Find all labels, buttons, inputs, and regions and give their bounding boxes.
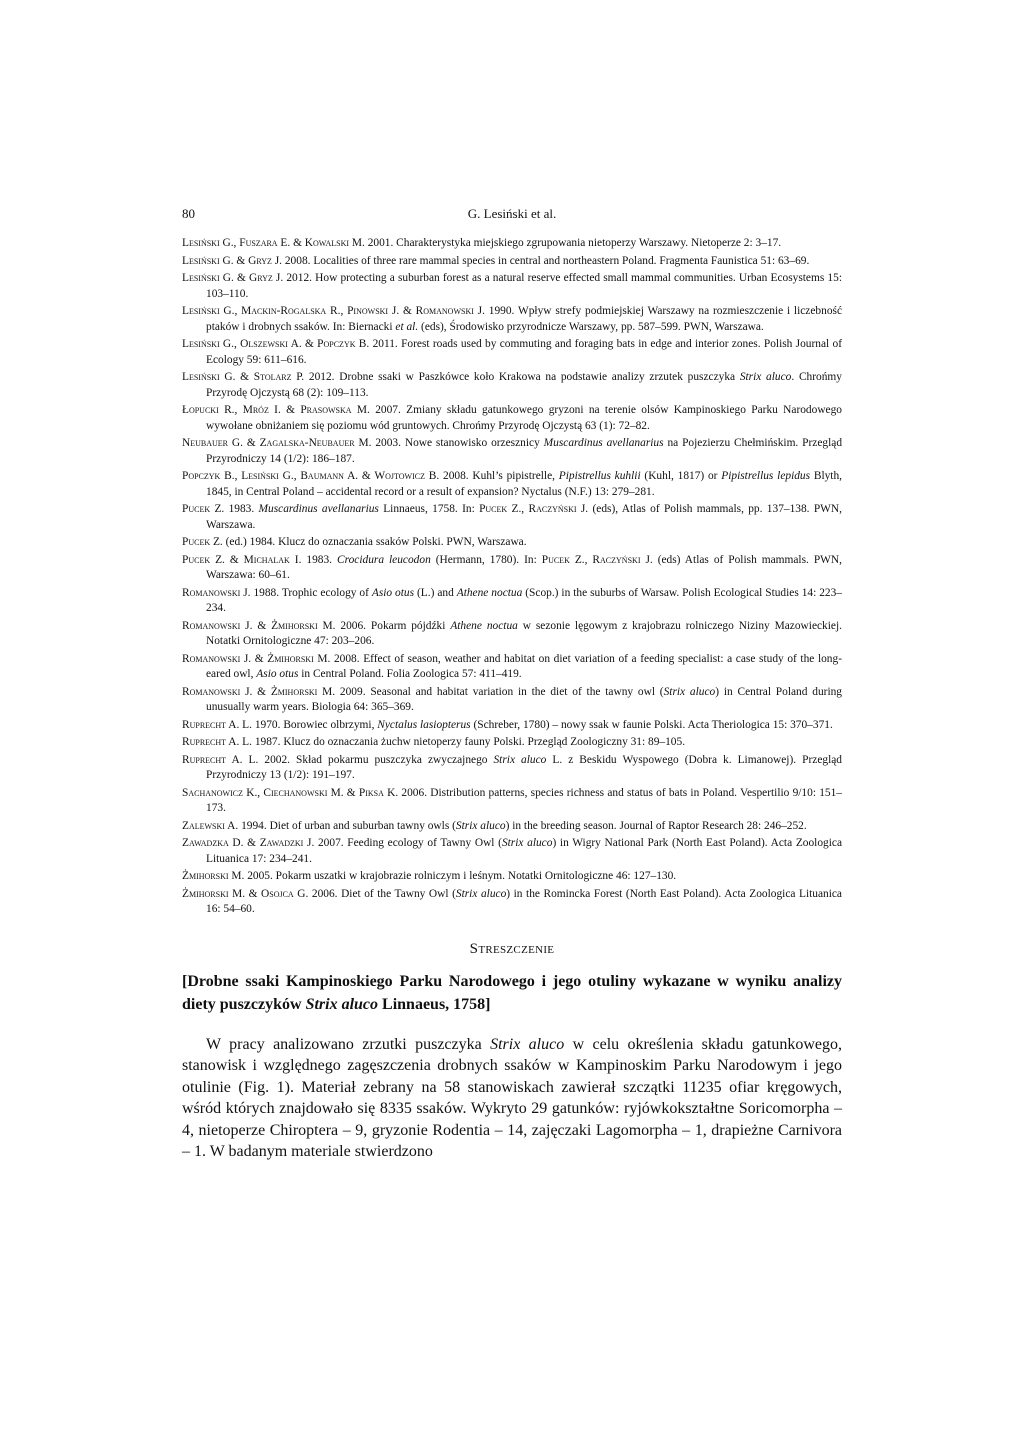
summary-body [182,1034,842,1164]
text-run: (Schreber, 1780) – nowy ssak w faunie Polski. Acta Theriologica 15: 370–371. [470,718,833,731]
italic-text: Asio otus [256,668,299,680]
text-run: ) in Wigry National Park (North East Poland). Acta Zoologica Lituanica 17: 234–241. [206,837,842,865]
text-run: Blyth, 1845, in Central Poland – accidental record or a result of expansion? Nyctalus (N.F.) 13: 279–281. [206,470,843,498]
text-run: 2012. How protecting a suburban forest as a natural reserve effected small mammal communities. Urban Ecosystems 15: 103–110. [206,272,842,300]
text-run: (L.) and [414,586,457,599]
italic-text: Crocidura leucodon [337,553,431,566]
text-run: 2006. Pokarm pójdźki [335,619,451,632]
text-run: 1987. Klucz do oznaczania żuchw nietoperzy fauny Polski. Przegląd Zoologiczny 31: 89–105. [252,736,686,748]
text-run: 2005. Pokarm uszatki w krajobrazie rolniczym i leśnym. Notatki Ornitologiczne 46: 127–130. [244,870,677,882]
text-run: Linnaeus, 1758] [378,995,491,1013]
ref-authors: Lesiński G. & Gryz J. [182,254,283,267]
text-run: W pracy analizowano zrzutki puszczyka [206,1035,491,1053]
italic-text: Strix aluco [305,995,379,1013]
text-run: 2007. Feeding ecology of Tawny Owl ( [314,837,502,849]
text-run: 2002. Skład pokarmu puszczyka zwyczajnego [258,753,494,766]
italic-text: Pipistrellus kuhlii [558,470,641,482]
text-run: 1970. Borowiec olbrzymi, [252,718,378,731]
text-run: ) in the Romincka Forest (North East Poland). Acta Zoologica Lituanica 16: 54–60. [206,887,842,915]
ref-authors: Romanowski J. & Żmihorski M. [182,685,336,698]
page-number: 80 [182,206,195,221]
reference-entry [182,685,842,716]
italic-text: Strix aluco [663,685,716,698]
text-run: 2007. Zmiany składu gatunkowego gryzoni na terenie olsów Kampinoskiego Parku Narodowego wywołane obniżaniem się poziomu wód gruntowych. Chrońmy Przyrodę Ojczystą 63 (1): 72–82. [206,404,842,432]
text-run: [Drobne ssaki Kampinoskiego Parku Narodowego i jego otuliny wykazane w wyniku analizy diety puszczyków [182,972,842,1013]
summary-heading: Streszczenie [469,940,555,957]
text-run: (Scop.) in the suburbs of Warsaw. Polish Ecological Studies 14: 223–234. [206,586,843,614]
reference-entry [182,254,842,270]
reference-entry [182,718,842,734]
reference-entry [182,786,842,817]
italic-text: Athene noctua [456,586,523,599]
text-run: 2008. Localities of three rare mammal species in central and northeastern Poland. Fragmenta Faunistica 51: 63–69. [282,254,810,267]
ref-authors: Pucek Z., Raczyński J. [479,503,589,515]
ref-authors: Romanowski J. & Żmihorski M. [182,619,336,632]
ref-authors: Zawadzka D. & Zawadzki J. [182,837,315,849]
italic-text: Muscardinus avellanarius [258,503,379,515]
text-run: (eds), Atlas of Polish mammals, pp. 137–138. PWN, Warszawa. [206,503,843,531]
ref-authors: Zalewski A. [182,819,239,832]
reference-entry [182,236,842,252]
italic-text: Pipistrellus lepidus [721,470,811,482]
reference-entry [182,535,842,551]
reference-list [182,236,842,918]
text-run: 2012. Drobne ssaki w Paszkówce koło Krakowa na podstawie analizy zrzutek puszczyka [304,371,740,383]
running-head: G. Lesiński et al. [467,206,557,221]
text-run: 1988. Trophic ecology of [250,586,372,599]
ref-authors: Żmihorski M. & Osojca G. [182,887,309,900]
page [182,206,842,1163]
text-run: 2006. Distribution patterns, species richness and status of bats in Poland. Vespertilio 9/10: 151–173. [206,786,842,814]
text-run: (Hermann, 1780). In: [430,553,542,566]
text-run: in Central Poland. Folia Zoologica 57: 411–419. [298,668,522,680]
text-run: ) in the breeding season. Journal of Raptor Research 28: 246–252. [505,819,807,832]
ref-authors: Lesiński G., Mackin-Rogalska R., Pinowski J. & Romanowski J. [182,305,485,317]
text-run: w celu określenia składu gatunkowego, stanowisk i względnego zagęszczenia drobnych ssaków w Kampinoskim Parku Narodowym i jego otulinie (Fig. 1). Materiał zebrany na 58 stanowiskach zawierał szczątki 11235 ofiar kręgowych, wśród których znajdowało się 8335 ssaków. Wykryto 29 gatunków: ryjówkokształtne Soricomorpha – 4, nietoperze Chiroptera – 9, gryzonie Rodentia – 14, zajęczaki Lagomorpha – 1, drapieżne Carnivora – 1. W badanym materiale stwierdzono [182,1035,843,1161]
ref-authors: Lesiński G., Olszewski A. & Popczyk B. [182,338,370,350]
ref-authors: Lesiński G., Fuszara E. & Kowalski M. [182,237,365,249]
text-run: 2006. Diet of the Tawny Owl ( [308,887,456,900]
ref-authors: Pucek Z., Raczyński J. [541,553,653,566]
reference-entry [182,403,842,434]
text-run: 2008. Effect of season, weather and habitat on diet variation of a feeding specialist: a case study of the long-eared owl, [206,652,842,680]
reference-entry [182,735,842,751]
reference-entry [182,652,842,683]
reference-entry [182,502,842,533]
text-run: 1983. [224,503,259,515]
text-run: ) in Central Poland during unusually warm years. Biologia 64: 365–369. [206,685,842,713]
text-run: (eds) Atlas of Polish mammals. PWN, Warszawa: 60–61. [206,553,842,581]
text-run: 1994. Diet of urban and suburban tawny owls ( [238,819,456,832]
reference-entry [182,753,842,784]
ref-authors: Lesiński G. & Gryz J. [182,272,284,284]
text-run: 2009. Seasonal and habitat variation in the diet of the tawny owl ( [335,685,664,698]
text-run: (ed.) 1984. Klucz do oznaczania ssaków Polski. PWN, Warszawa. [222,536,527,548]
ref-authors: Ruprecht A. L. [182,718,252,731]
reference-entry [182,553,842,584]
reference-entry [182,836,842,867]
reference-entry [182,469,842,500]
text-run: 2003. Nowe stanowisko orzesznicy [371,437,544,449]
summary-title [182,970,842,1016]
reference-entry [182,619,842,650]
text-run: . Chrońmy Przyrodę Ojczystą 68 (2): 109–113. [206,371,842,399]
ref-authors: Żmihorski M. [182,870,245,882]
italic-text: Nyctalus lasiopterus [377,718,471,731]
reference-entry [182,337,842,368]
ref-authors: Romanowski J. & Żmihorski M. [182,652,331,665]
ref-authors: Pucek Z. [182,503,225,515]
reference-entry [182,869,842,885]
page-header [182,206,842,226]
text-run: 1990. Wpływ strefy podmiejskiej Warszawy na rozmieszczenie i liczebność ptaków i drobnych ssaków. In: Biernacki [206,305,842,333]
text-run: 2008. Kuhl’s pipistrelle, [439,470,559,482]
text-run: (eds), Środowisko przyrodnicze Warszawy, pp. 587–599. PWN, Warszawa. [418,320,764,333]
ref-authors: Romanowski J. [182,586,251,599]
reference-entry [182,887,842,918]
reference-entry [182,586,842,617]
italic-text: Strix aluco [501,837,553,849]
italic-text: Strix aluco [490,1035,565,1053]
italic-text: Muscardinus avellanarius [543,437,664,449]
ref-authors: Pucek Z. & Michalak I. [182,553,302,566]
ref-authors: Ruprecht A. L. [182,753,259,766]
ref-authors: Lesiński G. & Stolarz P. [182,371,305,383]
ref-authors: Pucek Z. [182,536,223,548]
ref-authors: Ruprecht A. L. [182,736,252,748]
italic-text: Athene noctua [450,619,518,632]
reference-entry [182,436,842,467]
reference-entry [182,819,842,835]
italic-text: Strix aluco [739,371,792,383]
ref-authors: Popczyk B., Lesiński G., Baumann A. & Wojtowicz B. [182,470,440,482]
text-run: L. z Beskidu Wyspowego (Dobra k. Limanowej). Przegląd Przyrodniczy 13 (1/2): 191–197. [206,753,842,781]
ref-authors: Neubauer G. & Zagalska-Neubauer M. [182,437,372,449]
text-run: 1983. [301,553,337,566]
reference-entry [182,370,842,401]
italic-text: Strix aluco [455,887,507,900]
text-run: 2011. Forest roads used by commuting and foraging bats in edge and interior zones. Polish Journal of Ecology 59: 611–616. [206,338,843,366]
text-run: w sezonie lęgowym z krajobrazu rolniczego Niziny Mazowieckiej. Notatki Ornitologiczne 47: 203–206. [206,619,842,647]
italic-text: Strix aluco [493,753,547,766]
text-run: Linnaeus, 1758. In: [378,503,480,515]
italic-text: Asio otus [371,586,415,599]
text-run: 2001. Charakterystyka miejskiego zgrupowania nietoperzy Warszawy. Nietoperze 2: 3–17. [364,237,782,249]
text-run: na Pojezierzu Chełmińskim. Przegląd Przyrodniczy 14 (1/2): 186–187. [206,437,843,465]
reference-entry [182,271,842,302]
ref-authors: Łopucki R., Mróz I. & Prasowska M. [182,404,370,416]
reference-entry [182,304,842,335]
italic-text: Strix aluco [455,819,506,832]
italic-text: et al. [395,320,419,333]
text-run: (Kuhl, 1817) or [640,470,722,482]
ref-authors: Sachanowicz K., Ciechanowski M. & Piksa K. [182,786,399,799]
